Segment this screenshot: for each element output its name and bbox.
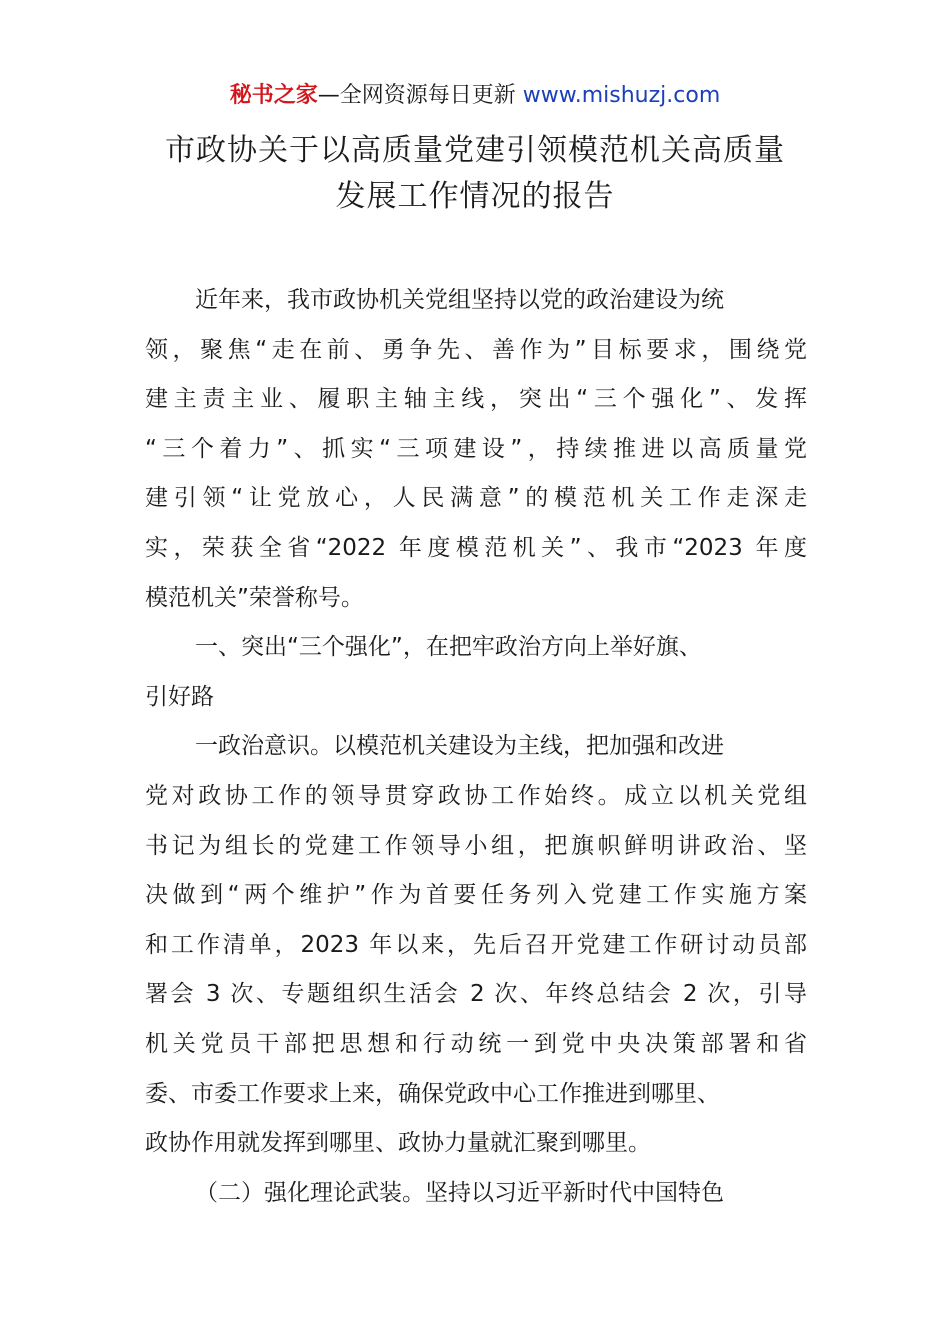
paragraph-line: 实，荣获全省“2022 年度模范机关”、我市“2023 年度: [145, 534, 807, 561]
title-line-1: 市政协关于以高质量党建引领模范机关高质量: [165, 133, 785, 168]
paragraph-line: 书记为组长的党建工作领导小组，把旗帜鲜明讲政治、坚: [145, 832, 807, 859]
paragraph-line: 建主责主业、履职主轴主线，突出“三个强化”、发挥: [145, 386, 807, 413]
paragraph-line: 决做到“两个维护”作为首要任务列入党建工作实施方案: [145, 882, 807, 909]
paragraph-line: 党对政协工作的领导贯穿政协工作始终。成立以机关党组: [145, 782, 807, 809]
site-brand: 秘书之家: [229, 83, 318, 108]
paragraph-line: 署会 3 次、专题组织生活会 2 次、年终总结会 2 次，引导: [145, 981, 807, 1008]
section-heading-line: 一、突出“三个强化”，在把牢政治方向上举好旗、: [195, 634, 702, 661]
paragraph-line: 政协作用就发挥到哪里、政协力量就汇聚到哪里。: [145, 1130, 651, 1157]
paragraph-line: 委、市委工作要求上来，确保党政中心工作推进到哪里、: [145, 1080, 720, 1107]
document-body: [145, 276, 807, 1218]
title-line-2: 发展工作情况的报告: [335, 179, 615, 214]
paragraph-line: 和工作清单，2023 年以来，先后召开党建工作研讨动员部: [145, 931, 807, 958]
paragraph-line: 建引领“让党放心，人民满意”的模范机关工作走深走: [145, 485, 807, 512]
paragraph-line: 机关党员干部把思想和行动统一到党中央决策部署和省: [145, 1030, 807, 1057]
paragraph-line: （二）强化理论武装。坚持以习近平新时代中国特色: [195, 1179, 724, 1206]
section-heading-line: 引好路: [145, 683, 214, 710]
paragraph-line: 领，聚焦“走在前、勇争先、善作为”目标要求，围绕党: [145, 336, 807, 363]
paragraph-line: 一政治意识。以模范机关建设为主线，把加强和改进: [195, 733, 724, 760]
document-title: [0, 128, 950, 220]
site-header: [0, 80, 950, 112]
site-tagline: —全网资源每日更新: [317, 83, 523, 108]
paragraph-line: “三个着力”、抓实“三项建设”，持续推进以高质量党: [145, 435, 807, 462]
paragraph-line: 近年来，我市政协机关党组坚持以党的政治建设为统: [195, 287, 724, 313]
site-url-link[interactable]: www.mishuzj.com: [522, 83, 721, 108]
paragraph-line: 模范机关”荣誉称号。: [145, 584, 364, 611]
